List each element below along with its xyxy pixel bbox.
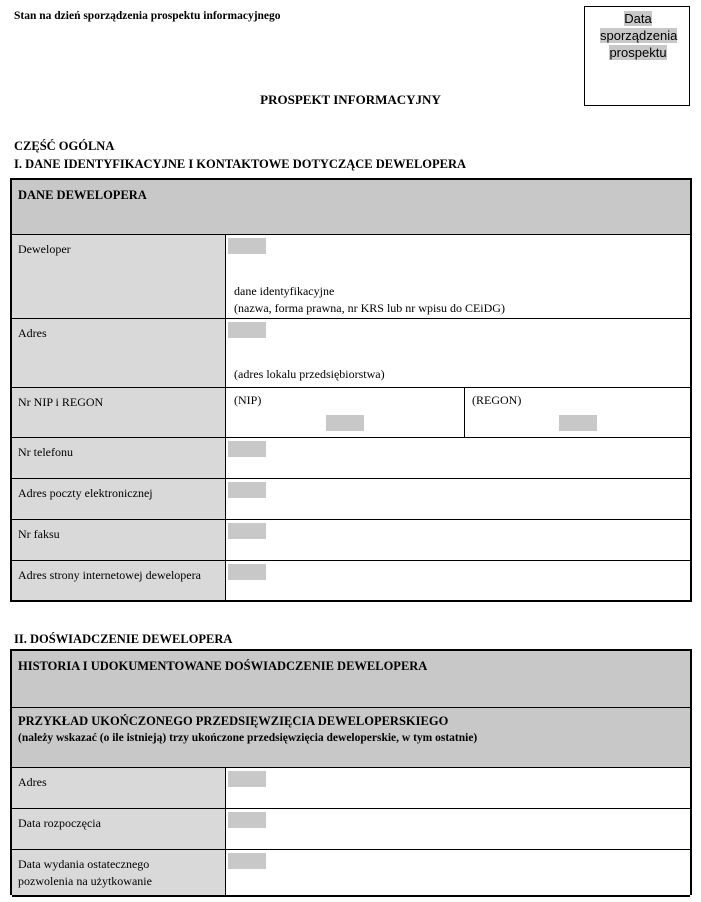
permit-label-line-1: Data wydania ostatecznego xyxy=(18,857,150,871)
nip-input[interactable] xyxy=(326,415,364,431)
page-title: PROSPEKT INFORMACYJNY xyxy=(260,92,441,107)
phone-input[interactable] xyxy=(228,441,266,457)
permit-date-input[interactable] xyxy=(228,853,266,869)
permit-label-line-2: pozwolenia na użytkowanie xyxy=(18,874,152,888)
row-label-nip-regon: Nr NIP i REGON xyxy=(12,388,226,437)
row-label-start-date: Data rozpoczęcia xyxy=(12,809,226,849)
date-box-line-3: prospektu xyxy=(609,45,667,60)
row-start-date xyxy=(12,808,690,849)
table-header-experience: HISTORIA I UDOKUMENTOWANE DOŚWIADCZENIE DEWELOPERA xyxy=(12,651,690,707)
row-website xyxy=(12,560,690,600)
row-label-email: Adres poczty elektronicznej xyxy=(12,479,226,519)
developer-data-table xyxy=(10,178,692,602)
nip-hint: (NIP) xyxy=(234,393,262,407)
section1-heading: I. DANE IDENTYFIKACYJNE I KONTAKTOWE DOTYCZĄCE DEWELOPERA xyxy=(14,157,467,171)
nip-regon-divider xyxy=(464,388,465,437)
developer-hint-2: (nazwa, forma prawna, nr KRS lub nr wpisu do CEiDG) xyxy=(234,301,505,315)
subheader-completed-project xyxy=(12,707,690,767)
row-label-fax: Nr faksu xyxy=(12,520,226,560)
row-nip-regon xyxy=(12,387,690,437)
fax-input[interactable] xyxy=(228,523,266,539)
address-input[interactable] xyxy=(228,322,266,338)
row-address xyxy=(12,318,690,387)
regon-hint: (REGON) xyxy=(472,393,522,407)
row-permit-date xyxy=(12,849,690,897)
document-status-text: Stan na dzień sporządzenia prospektu informacyjnego xyxy=(14,10,281,22)
email-input[interactable] xyxy=(228,482,266,498)
website-input[interactable] xyxy=(228,564,266,580)
developer-hint-1: dane identyfikacyjne xyxy=(234,284,335,298)
row-label-website: Adres strony internetowej dewelopera xyxy=(12,561,226,600)
row-label-permit-date xyxy=(12,850,226,895)
date-box[interactable] xyxy=(584,6,690,106)
row-developer xyxy=(12,234,690,318)
developer-input[interactable] xyxy=(228,238,266,254)
section-general-heading: CZĘŚĆ OGÓLNA xyxy=(14,139,115,153)
row-label-address: Adres xyxy=(12,319,226,387)
address-hint: (adres lokalu przedsiębiorstwa) xyxy=(234,367,385,381)
table-header-developer-data: DANE DEWELOPERA xyxy=(12,180,690,234)
row-label-developer: Deweloper xyxy=(12,235,226,318)
date-box-label xyxy=(600,10,676,61)
subheader-note: (należy wskazać (o ile istnieją) trzy ukończone przedsięwzięcia deweloperskie, w tym ostatnie) xyxy=(18,732,478,744)
subheader-title: PRZYKŁAD UKOŃCZONEGO PRZEDSIĘWZIĘCIA DEWELOPERSKIEGO xyxy=(18,714,449,728)
row-label-project-address: Adres xyxy=(12,768,226,808)
section2-heading: II. DOŚWIADCZENIE DEWELOPERA xyxy=(14,632,233,646)
start-date-input[interactable] xyxy=(228,812,266,828)
row-label-phone: Nr telefonu xyxy=(12,438,226,478)
date-box-line-1: Data xyxy=(624,11,652,26)
row-phone xyxy=(12,437,690,478)
row-email xyxy=(12,478,690,519)
date-box-line-2: sporządzenia xyxy=(600,28,678,43)
project-address-input[interactable] xyxy=(228,771,266,787)
regon-input[interactable] xyxy=(559,415,597,431)
developer-experience-table xyxy=(10,649,692,895)
row-project-address xyxy=(12,767,690,808)
row-fax xyxy=(12,519,690,560)
